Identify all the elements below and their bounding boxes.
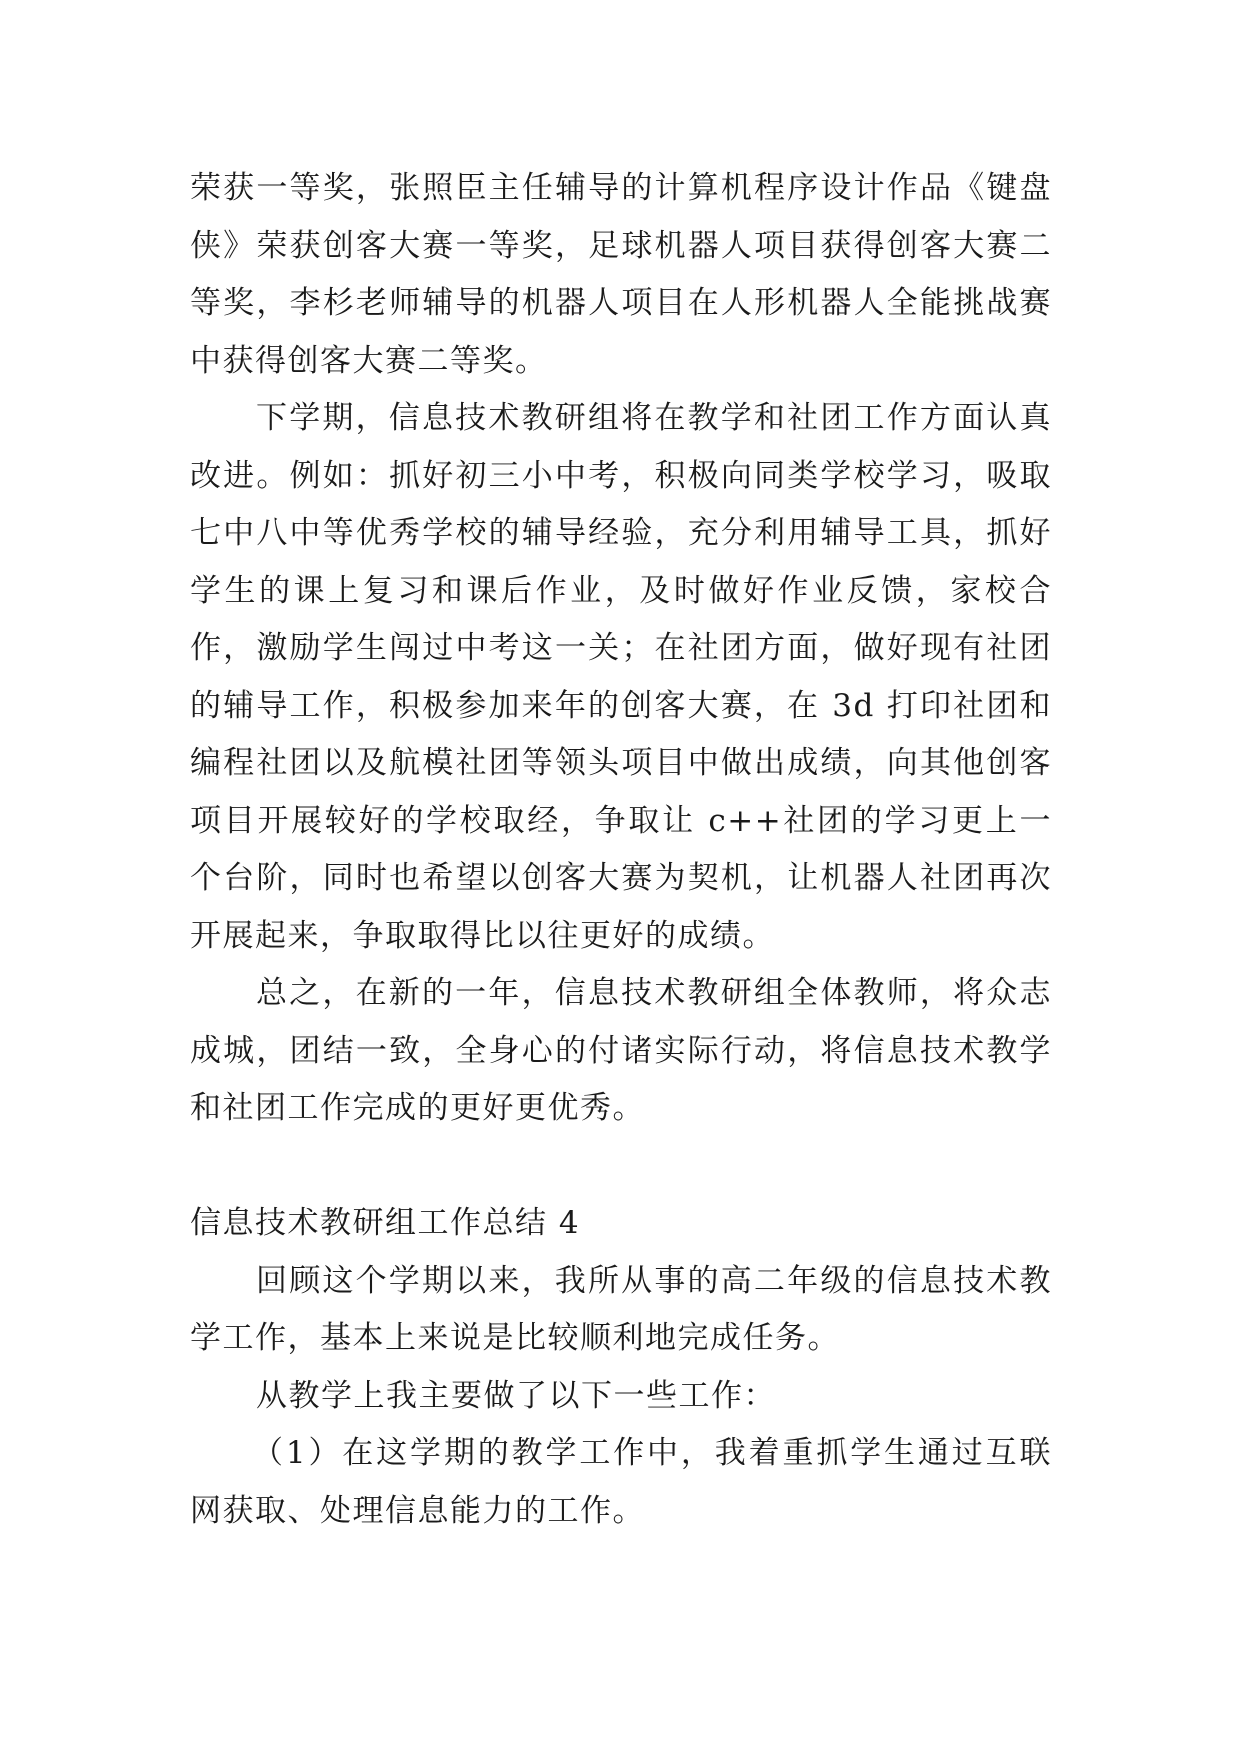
paragraph-work-intro: 从教学上我主要做了以下一些工作： xyxy=(256,1377,776,1414)
paragraph-conclusion: 总之，在新的一年，信息技术教研组全体教师，将众志成城，团结一致，全身心的付诸实际行动，将信息技术教学和社团工作完成的更好更优秀。 xyxy=(190,975,1052,1126)
paragraph-awards: 荣获一等奖，张照臣主任辅导的计算机程序设计作品《键盘侠》荣获创客大赛一等奖，足球机器人项目获得创客大赛二等奖，李杉老师辅导的机器人项目在人形机器人全能挑战赛中获得创客大赛二等奖。 xyxy=(190,170,1052,379)
paragraph-review: 回顾这个学期以来，我所从事的高二年级的信息技术教学工作，基本上来说是比较顺利地完成任务。 xyxy=(190,1262,1052,1356)
paragraph-item-1: （1）在这学期的教学工作中，我着重抓学生通过互联网获取、处理信息能力的工作。 xyxy=(190,1435,1052,1529)
section-spacer xyxy=(190,1138,1052,1196)
paragraph-next-semester-plan: 下学期，信息技术教研组将在教学和社团工作方面认真改进。例如：抓好初三小中考，积极向同类学校学习，吸取七中八中等优秀学校的辅导经验，充分利用辅导工具，抓好学生的课上复习和课后作业，及时做好作业反馈，家校合作，激励学生闯过中考这一关；在社团方面，做好现有社团的辅导工作，积极参加来年的创客大赛，在 3d 打印社团和编程社团以及航模社团等领头项目中做出成绩，向其他创客项目开展较好的学校取经，争取让 c++社团的学习更上一个台阶，同时也希望以创客大赛为契机，让机器人社团再次开展起来，争取取得比以往更好的成绩。 xyxy=(190,400,1052,954)
document-body xyxy=(190,160,1052,1540)
section-title: 信息技术教研组工作总结 4 xyxy=(190,1205,581,1241)
